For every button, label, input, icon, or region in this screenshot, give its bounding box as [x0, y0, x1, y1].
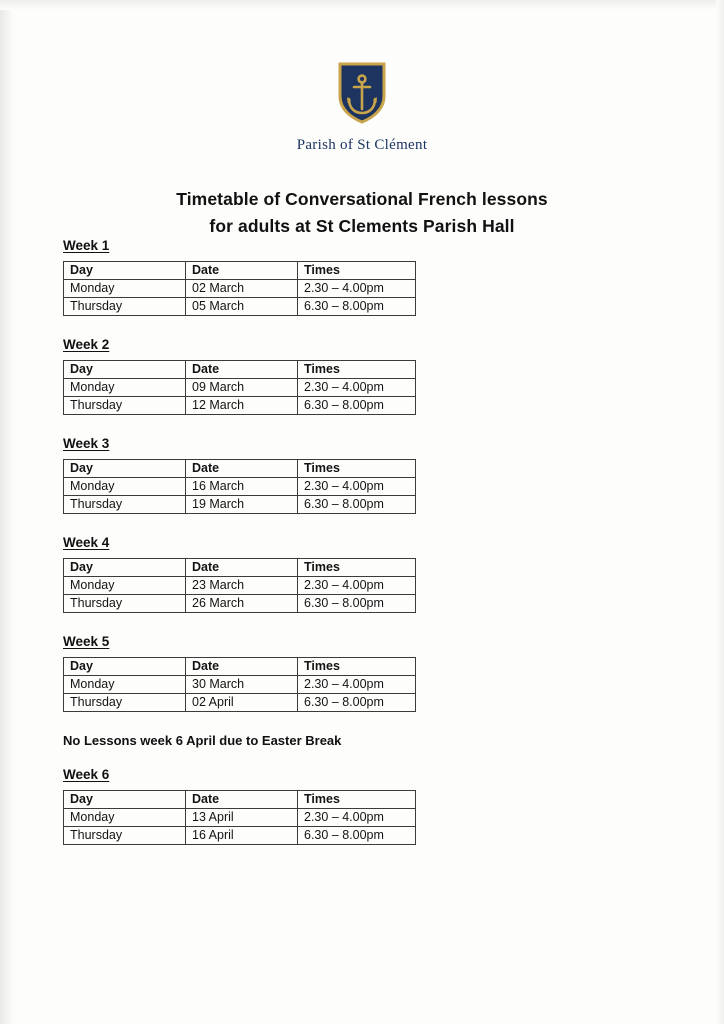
table-row — [64, 827, 416, 845]
column-header-date: Date — [186, 460, 298, 478]
cell-times: 6.30 – 8.00pm — [298, 397, 416, 415]
table-header-row — [64, 658, 416, 676]
timetable-table — [63, 261, 416, 316]
scan-edge-top — [0, 0, 724, 10]
cell-day: Thursday — [64, 827, 186, 845]
timetable-table — [63, 790, 416, 845]
column-header-times: Times — [298, 262, 416, 280]
column-header-date: Date — [186, 559, 298, 577]
table-row — [64, 676, 416, 694]
page-title — [0, 186, 724, 240]
column-header-day: Day — [64, 361, 186, 379]
table-row — [64, 379, 416, 397]
table-row — [64, 694, 416, 712]
week-heading: Week 1 — [63, 238, 110, 253]
anchor-shield-crest-icon — [336, 62, 388, 129]
table-row — [64, 496, 416, 514]
cell-date: 26 March — [186, 595, 298, 613]
cell-day: Thursday — [64, 694, 186, 712]
easter-break-note: No Lessons week 6 April due to Easter Break — [63, 733, 342, 748]
week-block — [63, 535, 663, 613]
column-header-day: Day — [64, 559, 186, 577]
timetable-table — [63, 459, 416, 514]
column-header-times: Times — [298, 791, 416, 809]
cell-day: Thursday — [64, 595, 186, 613]
cell-date: 16 March — [186, 478, 298, 496]
column-header-day: Day — [64, 791, 186, 809]
table-row — [64, 809, 416, 827]
cell-times: 2.30 – 4.00pm — [298, 676, 416, 694]
column-header-day: Day — [64, 262, 186, 280]
column-header-date: Date — [186, 262, 298, 280]
week-heading: Week 5 — [63, 634, 110, 649]
table-row — [64, 298, 416, 316]
cell-times: 6.30 – 8.00pm — [298, 694, 416, 712]
table-row — [64, 595, 416, 613]
cell-day: Thursday — [64, 397, 186, 415]
cell-date: 02 March — [186, 280, 298, 298]
table-header-row — [64, 559, 416, 577]
week-block — [63, 238, 663, 316]
cell-day: Monday — [64, 478, 186, 496]
timetable-table — [63, 558, 416, 613]
cell-times: 6.30 – 8.00pm — [298, 827, 416, 845]
cell-day: Monday — [64, 379, 186, 397]
cell-date: 09 March — [186, 379, 298, 397]
cell-times: 6.30 – 8.00pm — [298, 298, 416, 316]
crest-caption: Parish of St Clément — [296, 137, 428, 153]
week-heading: Week 2 — [63, 337, 110, 352]
page-title-line2: for adults at St Clements Parish Hall — [209, 215, 515, 236]
column-header-date: Date — [186, 658, 298, 676]
table-header-row — [64, 361, 416, 379]
header-crest-block — [0, 62, 724, 154]
table-header-row — [64, 262, 416, 280]
week-block — [63, 337, 663, 415]
cell-times: 2.30 – 4.00pm — [298, 379, 416, 397]
cell-date: 13 April — [186, 809, 298, 827]
cell-day: Thursday — [64, 496, 186, 514]
cell-date: 05 March — [186, 298, 298, 316]
cell-date: 02 April — [186, 694, 298, 712]
cell-date: 30 March — [186, 676, 298, 694]
page-title-line1: Timetable of Conversational French lessons — [176, 188, 548, 209]
cell-times: 6.30 – 8.00pm — [298, 595, 416, 613]
cell-date: 23 March — [186, 577, 298, 595]
column-header-day: Day — [64, 658, 186, 676]
table-row — [64, 280, 416, 298]
cell-date: 16 April — [186, 827, 298, 845]
cell-day: Thursday — [64, 298, 186, 316]
week-heading: Week 3 — [63, 436, 110, 451]
cell-times: 2.30 – 4.00pm — [298, 478, 416, 496]
week-heading: Week 4 — [63, 535, 110, 550]
cell-day: Monday — [64, 577, 186, 595]
cell-times: 6.30 – 8.00pm — [298, 496, 416, 514]
week-block — [63, 634, 663, 712]
table-row — [64, 577, 416, 595]
column-header-times: Times — [298, 658, 416, 676]
table-row — [64, 478, 416, 496]
column-header-times: Times — [298, 361, 416, 379]
timetable-table — [63, 657, 416, 712]
timetable-content — [63, 238, 663, 866]
cell-day: Monday — [64, 676, 186, 694]
cell-times: 2.30 – 4.00pm — [298, 577, 416, 595]
column-header-day: Day — [64, 460, 186, 478]
column-header-date: Date — [186, 361, 298, 379]
cell-day: Monday — [64, 809, 186, 827]
table-header-row — [64, 460, 416, 478]
cell-times: 2.30 – 4.00pm — [298, 280, 416, 298]
cell-date: 12 March — [186, 397, 298, 415]
week-heading: Week 6 — [63, 767, 110, 782]
week-block — [63, 767, 663, 845]
cell-day: Monday — [64, 280, 186, 298]
week-block — [63, 436, 663, 514]
cell-times: 2.30 – 4.00pm — [298, 809, 416, 827]
timetable-table — [63, 360, 416, 415]
column-header-times: Times — [298, 460, 416, 478]
cell-date: 19 March — [186, 496, 298, 514]
column-header-times: Times — [298, 559, 416, 577]
table-header-row — [64, 791, 416, 809]
table-row — [64, 397, 416, 415]
column-header-date: Date — [186, 791, 298, 809]
